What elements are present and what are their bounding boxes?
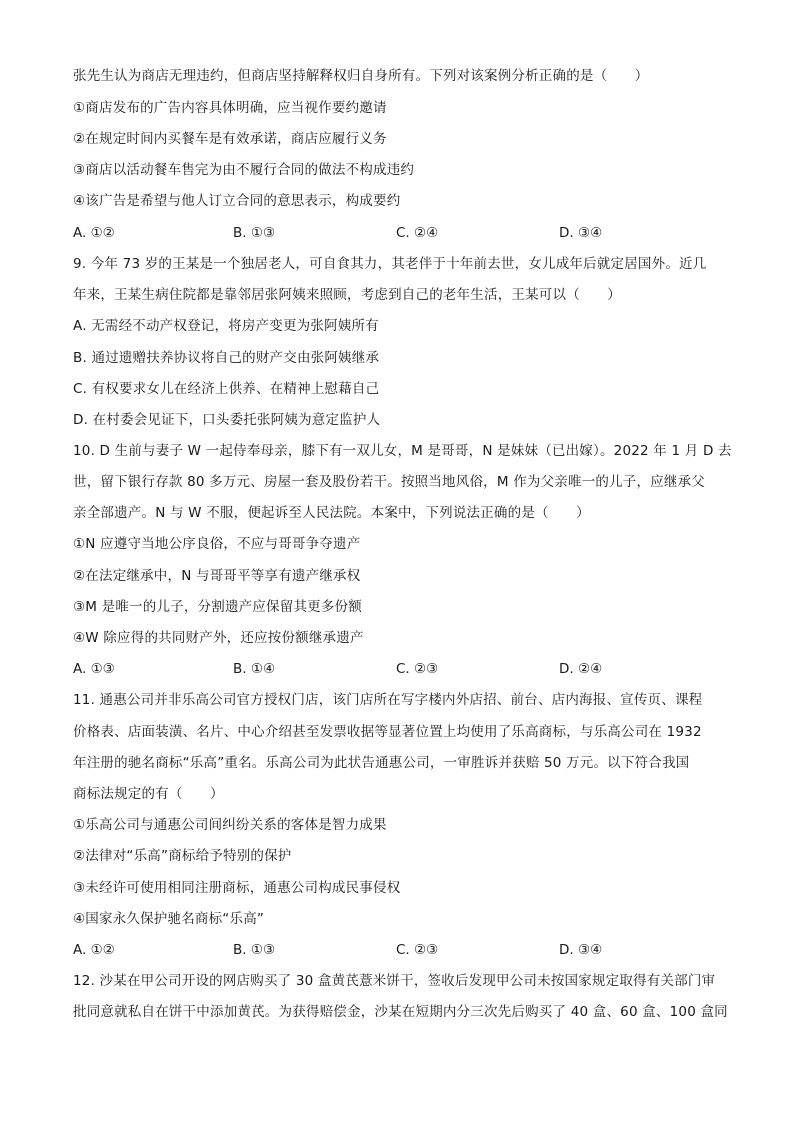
q11-option-c[interactable]: C. ②③ (396, 942, 439, 958)
q8-statement-4: ④该广告是希望与他人订立合同的意思表示，构成要约 (73, 193, 401, 209)
q11-statement-2: ②法律对“乐高”商标给予特别的保护 (73, 848, 292, 864)
q9-option-b[interactable]: B. 通过遗赠扶养协议将自己的财产交由张阿姨继承 (73, 350, 380, 366)
q10-stem-line-1: 10. D 生前与妻子 W 一起侍奉母亲，膝下有一双儿女，M 是哥哥，N 是妹妹（已出嫁）。2022 年 1 月 D 去 (73, 443, 732, 459)
q11-option-d[interactable]: D. ③④ (559, 942, 603, 958)
q10-stem-line-2: 世，留下银行存款 80 多万元、房屋一套及股份若干。按照当地风俗，M 作为父亲唯一的儿子，应继承父 (73, 474, 705, 490)
q9-option-d[interactable]: D. 在村委会见证下，口头委托张阿姨为意定监护人 (73, 412, 381, 428)
q11-statement-1: ①乐高公司与通惠公司间纠纷关系的客体是智力成果 (73, 817, 387, 833)
q9-option-c[interactable]: C. 有权要求女儿在经济上供养、在精神上慰藉自己 (73, 381, 380, 397)
q10-stem-line-3: 亲全部遗产。N 与 W 不服，便起诉至人民法院。本案中，下列说法正确的是（ ） (73, 505, 590, 521)
q10-statement-4: ④W 除应得的共同财产外，还应按份额继承遗产 (73, 630, 364, 646)
q10-option-c[interactable]: C. ②③ (396, 661, 439, 677)
q11-statement-3: ③未经许可使用相同注册商标，通惠公司构成民事侵权 (73, 880, 401, 896)
q8-statement-2: ②在规定时间内买餐车是有效承诺，商店应履行义务 (73, 131, 387, 147)
q10-options (73, 659, 733, 679)
q10-statement-3: ③M 是唯一的儿子，分割遗产应保留其更多份额 (73, 599, 362, 615)
q11-option-b[interactable]: B. ①③ (233, 942, 276, 958)
q8-option-a[interactable]: A. ①② (73, 225, 115, 241)
q9-option-a[interactable]: A. 无需经不动产权登记，将房产变更为张阿姨所有 (73, 318, 379, 334)
q8-option-c[interactable]: C. ②④ (396, 225, 439, 241)
q8-statement-1: ①商店发布的广告内容具体明确，应当视作要约邀请 (73, 100, 387, 116)
q11-stem-line-2: 价格表、店面装潢、名片、中心介绍甚至发票收据等显著位置上均使用了乐高商标，与乐高公司在 1932 (73, 724, 702, 740)
q9-stem-line-1: 9. 今年 73 岁的王某是一个独居老人，可自食其力，其老伴于十年前去世，女儿成年后就定居国外。近几 (73, 256, 707, 272)
q10-statement-1: ①N 应遵守当地公序良俗，不应与哥哥争夺遗产 (73, 536, 361, 552)
q8-statement-3: ③商店以活动餐车售完为由不履行合同的做法不构成违约 (73, 162, 415, 178)
q8-stem: 张先生认为商店无理违约，但商店坚持解释权归自身所有。下列对该案例分析正确的是（ ） (73, 68, 649, 84)
q10-option-d[interactable]: D. ②④ (559, 661, 603, 677)
q10-option-a[interactable]: A. ①③ (73, 661, 115, 677)
q12-stem-line-2: 批同意就私自在饼干中添加黄芪。为获得赔偿金，沙某在短期内分三次先后购买了 40 盒、60 盒、100 盒同 (73, 1004, 728, 1020)
q10-statement-2: ②在法定继承中，N 与哥哥平等享有遗产继承权 (73, 568, 361, 584)
q11-stem-line-4: 商标法规定的有（ ） (73, 786, 224, 802)
q11-statement-4: ④国家永久保护驰名商标“乐高” (73, 911, 265, 927)
q12-stem-line-1: 12. 沙某在甲公司开设的网店购买了 30 盒黄芪薏米饼干，签收后发现甲公司未按国家规定取得有关部门审 (73, 973, 716, 989)
q10-option-b[interactable]: B. ①④ (233, 661, 276, 677)
q11-option-a[interactable]: A. ①② (73, 942, 115, 958)
q11-stem-line-1: 11. 通惠公司并非乐高公司官方授权门店，该门店所在写字楼内外店招、前台、店内海报、宣传页、课程 (73, 692, 703, 708)
q8-options (73, 223, 733, 243)
q11-options (73, 940, 733, 960)
q8-option-d[interactable]: D. ③④ (559, 225, 603, 241)
q9-stem-line-2: 年来，王某生病住院都是靠邻居张阿姨来照顾，考虑到自己的老年生活，王某可以（ ） (73, 287, 621, 303)
q8-option-b[interactable]: B. ①③ (233, 225, 276, 241)
q11-stem-line-3: 年注册的驰名商标“乐高”重名。乐高公司为此状告通惠公司，一审胜诉并获赔 50 万元。以下符合我国 (73, 755, 690, 771)
